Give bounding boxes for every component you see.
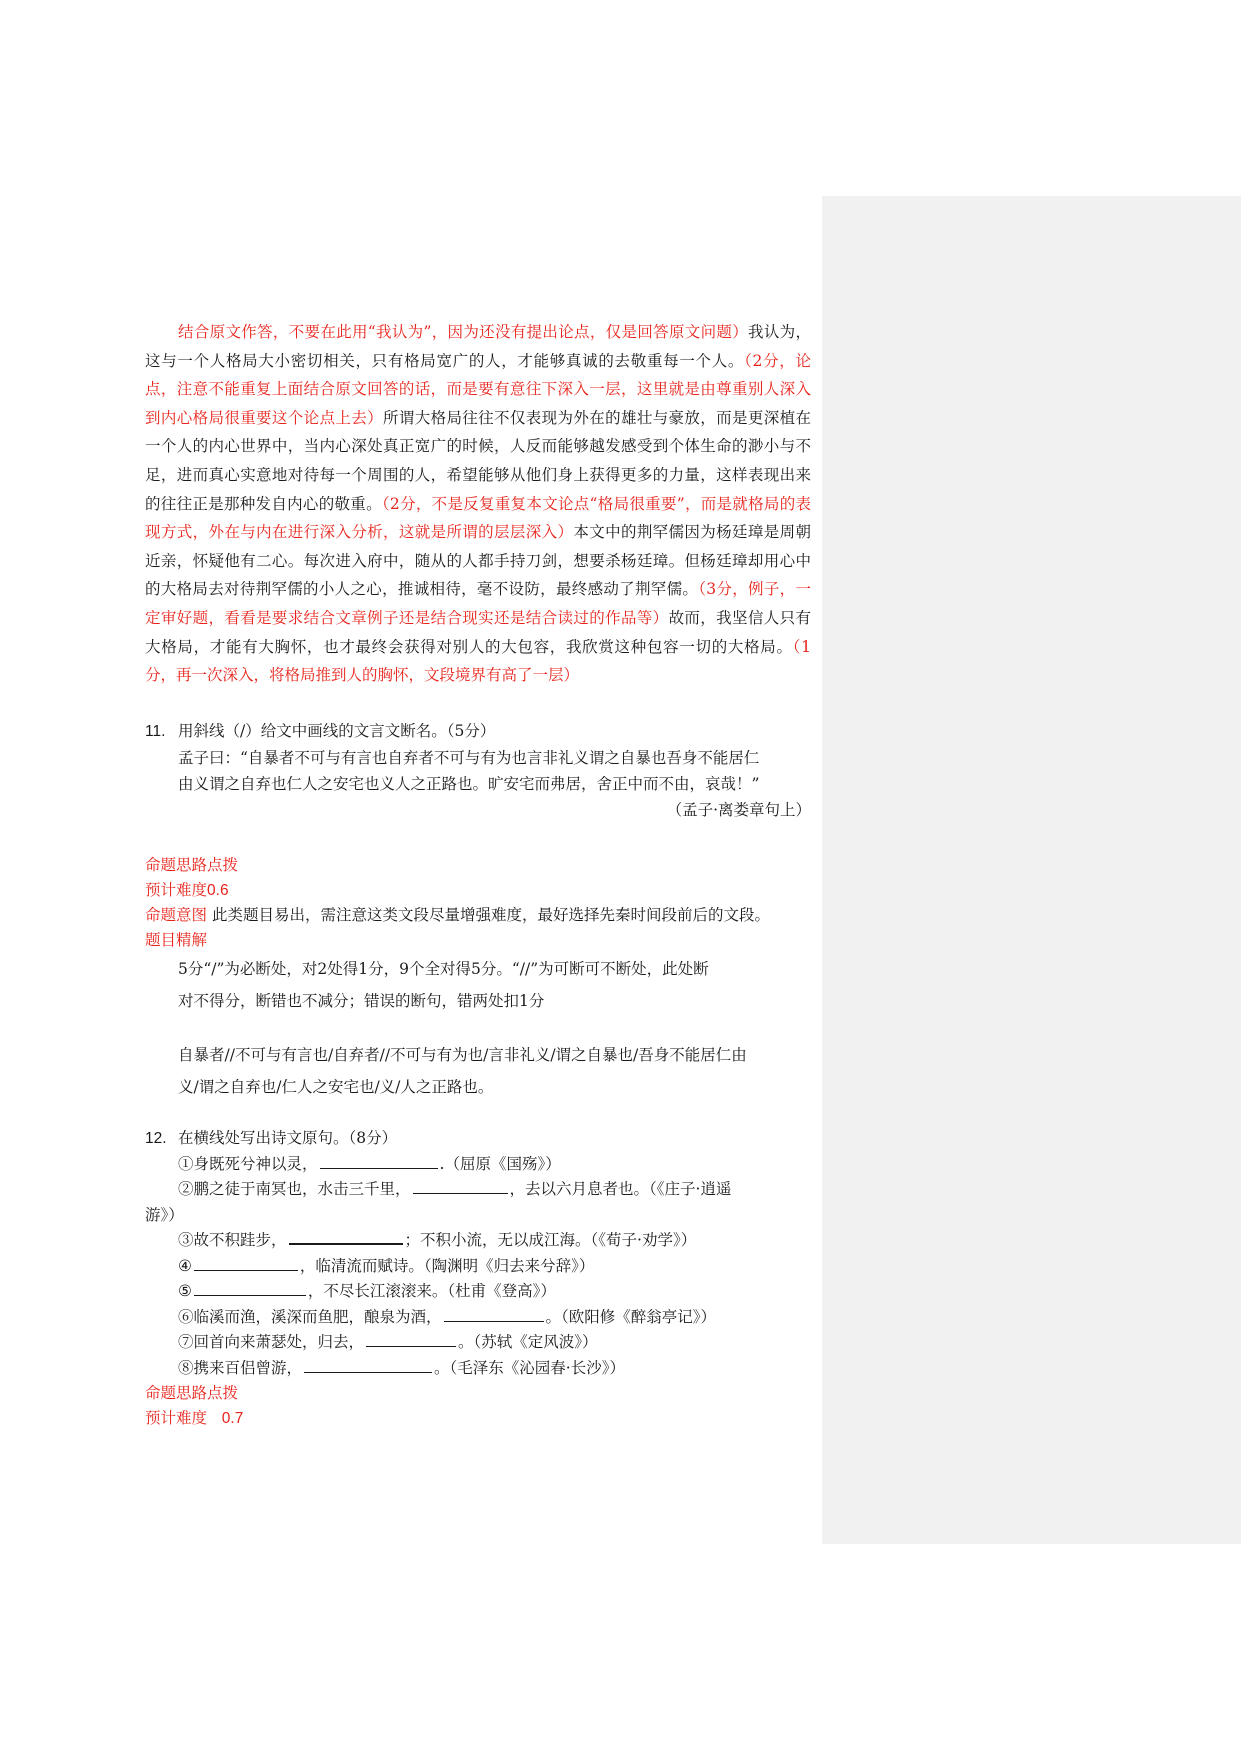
question-11-title [145,718,811,745]
fill-item-2-cont: 游》） [145,1205,184,1224]
essay-sentence: 我认为，这与一个人格局大小密切相关，只有格局宽广的人，才能够真诚的去敬重每一个人。 [145,323,811,370]
classical-text-line: 孟子曰：“自暴者不可与有言也自弃者不可与有为也言非礼义谓之自暴也吾身不能居仁 [178,748,760,767]
question-12-title [145,1125,811,1152]
answer-blank[interactable] [289,1229,403,1245]
answer-blank[interactable] [194,1281,306,1296]
fill-item-5: ⑤ ，不尽长江滚滚来。（杜甫《登高》） [178,1282,556,1301]
difficulty-value: 0.7 [221,1410,244,1428]
text-source: （孟子·离娄章句上） [666,800,811,819]
fill-item-8: ⑧携来百侣曾游， 。（毛泽东《沁园春·长沙》） [178,1358,625,1377]
essay-paragraph [145,318,811,690]
intent-text: 此类题目易出，需注意这类文段尽量增强难度，最好选择先秦时间段前后的文段。 [211,905,770,924]
question-number: 11. [145,722,166,740]
thinking-label: 命题思路点拨 [145,855,239,874]
answer-blank[interactable] [304,1358,432,1373]
scoring-rule-line: 对不得分，断错也不减分；错误的断句，错两处扣1分 [178,991,545,1010]
answer-line: 自暴者//不可与有言也/自弃者//不可与有为也/言非礼义/谓之自暴也/吾身不能居仁由 [178,1045,747,1064]
answer-blank[interactable] [444,1307,544,1322]
intent-row [145,903,811,928]
answer-blank[interactable] [194,1256,298,1271]
comment-pane [822,196,1241,1544]
answer-line: 义/谓之自弃也/仁人之安宅也/义/人之正路也。 [178,1077,494,1096]
annotation-note: （3分，例子，一定审好题，看看是要求结合文章例子还是结合现实还是结合读过的作品等） [145,580,811,627]
difficulty-value: 0.6 [207,881,229,899]
intent-label: 命题意图 [145,905,208,924]
answer-blank[interactable] [413,1179,508,1194]
fill-item-3: ③故不积跬步， ；不积小流，无以成江海。（《荀子·劝学》） [178,1231,697,1250]
essay-sentence: 故而，我坚信人只有大格局，才能有大胸怀，也才最终会获得对别人的大包容，我欣赏这种包容一切的大格局。 [145,608,811,656]
annotation-note: （2分，论点，注意不能重复上面结合原文回答的话，而是要有意往下深入一层，这里就是由尊重别人深入到内心格局很重要这个论点上去） [145,351,811,427]
answer-blank[interactable] [320,1154,438,1169]
answer-blank[interactable] [366,1332,456,1347]
document-body [145,318,811,1431]
analysis-label: 题目精解 [145,930,208,949]
annotation-note: （2分，不是反复重复本文论点“格局很重要”，而是就格局的表现方式，外在与内在进行深入分析，这就是所谓的层层深入） [145,494,811,542]
difficulty-label: 预计难度 [145,1409,208,1428]
annotation-note: 结合原文作答，不要在此用“我认为”，因为还没有提出论点，仅是回答原文问题） [178,323,749,341]
fill-item-4: ④ ，临清流而赋诗。（陶渊明《归去来兮辞》） [178,1256,595,1275]
difficulty-row [145,878,811,903]
essay-sentence: 所谓大格局往往不仅表现为外在的雄壮与豪放，而是更深植在一个人的内心世界中，当内心深处真正宽广的时候，人反而能够越发感受到个体生命的渺小与不足，进而真心实意地对待每一个周围的人，希望能够从他们身上获得更多的力量，这样表现出来的往往正是那种发自内心的敬重。 [145,408,811,513]
difficulty-row [145,1406,811,1431]
fill-item-6: ⑥临溪而渔，溪深而鱼肥，酿泉为酒， 。（欧阳修《醉翁亭记》） [178,1307,717,1326]
fill-item-2: ②鹏之徒于南冥也，水击三千里， ，去以六月息者也。（《庄子·逍遥 [178,1180,732,1199]
difficulty-label: 预计难度 [145,880,208,899]
essay-sentence: 本文中的荆罕儒因为杨廷璋是周朝近亲，怀疑他有二心。每次进入府中，随从的人都手持刀剑，想要杀杨廷璋。但杨廷璋却用心中的大格局去对待荆罕儒的小人之心，推诚相待，毫不设防，最终感动了荆罕儒。 [145,523,811,599]
annotation-note: （1分，再一次深入，将格局推到人的胸怀，文段境界有高了一层） [145,637,811,685]
question-text: 用斜线（/）给文中画线的文言文断名。（5分） [178,721,496,740]
scoring-rule-line: 5分“/”为必断处，对2处得1分，9个全对得5分。“//”为可断可不断处，此处断 [178,959,709,978]
classical-text-line: 由义谓之自弃也仁人之安宅也义人之正路也。旷安宅而弗居，舍正中而不由，哀哉！” [178,774,760,793]
fill-item-7: ⑦回首向来萧瑟处，归去， 。（苏轼《定风波》） [178,1333,598,1352]
fill-item-1: ①身既死兮神以灵， .（屈原《国殇》） [178,1154,561,1173]
question-number: 12. [145,1129,167,1147]
question-text: 在横线处写出诗文原句。（8分） [178,1128,398,1147]
thinking-label: 命题思路点拨 [145,1384,239,1403]
